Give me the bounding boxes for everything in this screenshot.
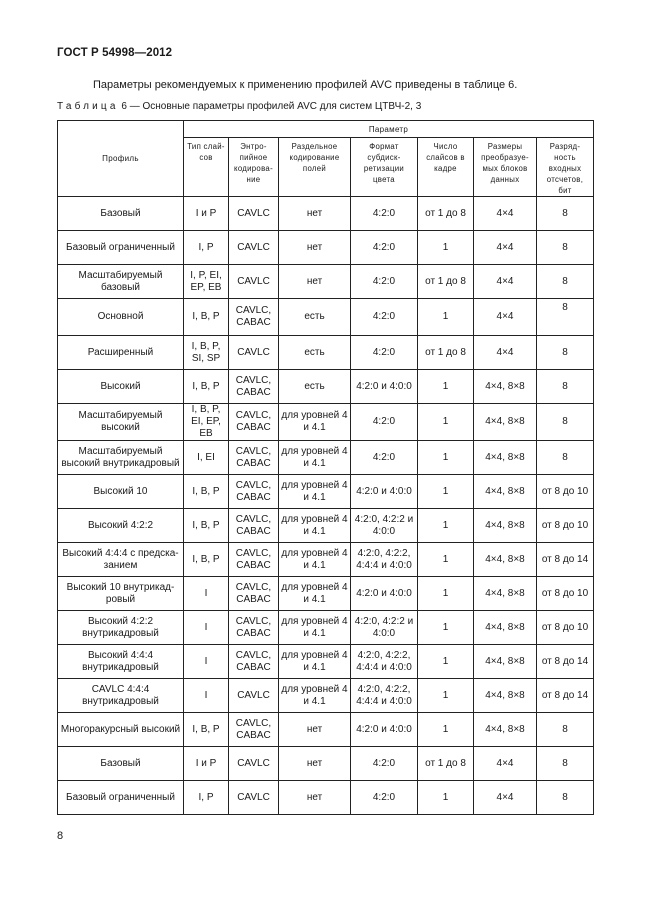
slice-type-cell: I, B, P [184,370,229,404]
field-coding-cell: для уровней 4 и 4.1 [279,404,351,441]
entropy-coding-cell: CAVLC [229,197,279,231]
slices-cell: 1 [418,441,474,475]
bit-depth-cell: 8 [537,747,594,781]
profile-cell: CAVLC 4:4:4 внутрикадровый [58,679,184,713]
table-row [58,679,594,713]
slice-type-cell: I и P [184,197,229,231]
column-header-entropy-coding: Энтро-пийное кодирова-ние [229,138,279,197]
slice-type-cell: I, B, P, EI, EP, EB [184,404,229,441]
chroma-format-cell: 4:2:0 [351,336,418,370]
slices-cell: 1 [418,370,474,404]
chroma-format-cell: 4:2:0, 4:2:2 и 4:0:0 [351,509,418,543]
transform-size-cell: 4×4, 8×8 [474,645,537,679]
slices-cell: 1 [418,781,474,815]
entropy-coding-cell: CAVLC, CABAC [229,543,279,577]
field-coding-cell: нет [279,197,351,231]
field-coding-cell: есть [279,370,351,404]
bit-depth-cell: от 8 до 10 [537,475,594,509]
bit-depth-cell: от 8 до 10 [537,611,594,645]
bit-depth-cell: от 8 до 14 [537,645,594,679]
entropy-coding-cell: CAVLC [229,679,279,713]
chroma-format-cell: 4:2:0 [351,299,418,336]
slices-cell: 1 [418,475,474,509]
table-row [58,231,594,265]
chroma-format-cell: 4:2:0 [351,231,418,265]
slices-cell: 1 [418,645,474,679]
table-row [58,747,594,781]
slice-type-cell: I [184,645,229,679]
profile-cell: Базовый [58,197,184,231]
field-coding-cell: для уровней 4 и 4.1 [279,543,351,577]
profile-cell: Базовый [58,747,184,781]
entropy-coding-cell: CAVLC, CABAC [229,404,279,441]
entropy-coding-cell: CAVLC, CABAC [229,370,279,404]
field-coding-cell: для уровней 4 и 4.1 [279,645,351,679]
caption-number: 6 [121,101,127,112]
slices-cell: 1 [418,231,474,265]
bit-depth-cell: 8 [537,336,594,370]
entropy-coding-cell: CAVLC [229,747,279,781]
transform-size-cell: 4×4, 8×8 [474,611,537,645]
entropy-coding-cell: CAVLC, CABAC [229,611,279,645]
profile-cell: Высокий 10 внутрикад-ровый [58,577,184,611]
column-header-field-coding: Раздельное кодирование полей [279,138,351,197]
document-header: ГОСТ Р 54998—2012 [57,47,173,59]
entropy-coding-cell: CAVLC, CABAC [229,475,279,509]
chroma-format-cell: 4:2:0 и 4:0:0 [351,713,418,747]
entropy-coding-cell: CAVLC [229,336,279,370]
transform-size-cell: 4×4, 8×8 [474,509,537,543]
profile-cell: Расширенный [58,336,184,370]
slices-cell: от 1 до 8 [418,747,474,781]
slice-type-cell: I, P, EI, EP, EB [184,265,229,299]
slice-type-cell: I, B, P, SI, SP [184,336,229,370]
slice-type-cell: I [184,679,229,713]
table-row [58,370,594,404]
column-header-chroma-format: Формат субдиск-ретизации цвета [351,138,418,197]
transform-size-cell: 4×4, 8×8 [474,713,537,747]
chroma-format-cell: 4:2:0, 4:2:2, 4:4:4 и 4:0:0 [351,543,418,577]
chroma-format-cell: 4:2:0 и 4:0:0 [351,370,418,404]
bit-depth-cell: 8 [537,231,594,265]
entropy-coding-cell: CAVLC, CABAC [229,645,279,679]
chroma-format-cell: 4:2:0 [351,747,418,781]
chroma-format-cell: 4:2:0, 4:2:2, 4:4:4 и 4:0:0 [351,679,418,713]
entropy-coding-cell: CAVLC, CABAC [229,509,279,543]
field-coding-cell: для уровней 4 и 4.1 [279,679,351,713]
chroma-format-cell: 4:2:0 [351,265,418,299]
profile-cell: Основной [58,299,184,336]
parameter-group-header: Параметр [184,121,594,138]
transform-size-cell: 4×4 [474,197,537,231]
table-row [58,475,594,509]
profile-cell: Высокий [58,370,184,404]
entropy-coding-cell: CAVLC [229,231,279,265]
profile-cell: Многоракурсный высокий [58,713,184,747]
table-row [58,781,594,815]
profile-cell: Высокий 4:4:4 с предска-занием [58,543,184,577]
column-header-bit-depth: Разряд-ность входных отсчетов, бит [537,138,594,197]
field-coding-cell: нет [279,713,351,747]
bit-depth-cell: 8 [537,404,594,441]
chroma-format-cell: 4:2:0, 4:2:2, 4:4:4 и 4:0:0 [351,645,418,679]
entropy-coding-cell: CAVLC [229,265,279,299]
table-row [58,197,594,231]
slices-cell: 1 [418,509,474,543]
field-coding-cell: нет [279,265,351,299]
slices-cell: 1 [418,577,474,611]
profile-cell: Базовый ограниченный [58,781,184,815]
field-coding-cell: для уровней 4 и 4.1 [279,441,351,475]
profile-cell: Масштабируемый высокий [58,404,184,441]
field-coding-cell: нет [279,781,351,815]
transform-size-cell: 4×4, 8×8 [474,475,537,509]
field-coding-cell: есть [279,336,351,370]
table-row [58,404,594,441]
slice-type-cell: I [184,611,229,645]
table-row [58,713,594,747]
chroma-format-cell: 4:2:0 и 4:0:0 [351,475,418,509]
profile-cell: Высокий 10 [58,475,184,509]
intro-paragraph: Параметры рекомендуемых к применению профилей AVC приведены в таблице 6. [93,79,518,91]
caption-text: — Основные параметры профилей AVC для систем ЦТВЧ-2, 3 [126,101,422,112]
slices-cell: 1 [418,713,474,747]
transform-size-cell: 4×4 [474,299,537,336]
transform-size-cell: 4×4 [474,231,537,265]
table-row [58,299,594,336]
profile-column-header: Профиль [58,121,184,197]
table-caption [57,101,421,112]
slices-cell: 1 [418,543,474,577]
slices-cell: от 1 до 8 [418,336,474,370]
bit-depth-cell: 8 [537,197,594,231]
slice-type-cell: I, P [184,231,229,265]
transform-size-cell: 4×4 [474,265,537,299]
bit-depth-cell: от 8 до 10 [537,509,594,543]
field-coding-cell: есть [279,299,351,336]
field-coding-cell: для уровней 4 и 4.1 [279,577,351,611]
chroma-format-cell: 4:2:0 и 4:0:0 [351,577,418,611]
transform-size-cell: 4×4, 8×8 [474,441,537,475]
slices-cell: от 1 до 8 [418,265,474,299]
field-coding-cell: для уровней 4 и 4.1 [279,509,351,543]
slice-type-cell: I, B, P [184,713,229,747]
page-number: 8 [57,830,64,842]
chroma-format-cell: 4:2:0 [351,781,418,815]
slice-type-cell: I, B, P [184,509,229,543]
entropy-coding-cell: CAVLC, CABAC [229,577,279,611]
table-row [58,509,594,543]
slices-cell: от 1 до 8 [418,197,474,231]
column-header-transform-size: Размеры преобразуе-мых блоков данных [474,138,537,197]
field-coding-cell: нет [279,747,351,781]
parameters-table [57,120,594,815]
table-row [58,611,594,645]
transform-size-cell: 4×4, 8×8 [474,370,537,404]
bit-depth-cell: от 8 до 10 [537,577,594,611]
field-coding-cell: для уровней 4 и 4.1 [279,475,351,509]
slice-type-cell: I и P [184,747,229,781]
chroma-format-cell: 4:2:0 [351,441,418,475]
chroma-format-cell: 4:2:0, 4:2:2 и 4:0:0 [351,611,418,645]
bit-depth-cell: 8 [537,370,594,404]
transform-size-cell: 4×4, 8×8 [474,543,537,577]
bit-depth-cell: от 8 до 14 [537,679,594,713]
bit-depth-cell: от 8 до 14 [537,543,594,577]
field-coding-cell: для уровней 4 и 4.1 [279,611,351,645]
table-body [58,197,594,815]
slice-type-cell: I [184,577,229,611]
entropy-coding-cell: CAVLC [229,781,279,815]
entropy-coding-cell: CAVLC, CABAC [229,441,279,475]
slice-type-cell: I, B, P [184,543,229,577]
entropy-coding-cell: CAVLC, CABAC [229,713,279,747]
slices-cell: 1 [418,611,474,645]
slices-cell: 1 [418,404,474,441]
table-row [58,441,594,475]
transform-size-cell: 4×4 [474,747,537,781]
slices-cell: 1 [418,299,474,336]
transform-size-cell: 4×4, 8×8 [474,404,537,441]
table-row [58,645,594,679]
caption-label: Таблица [57,101,119,112]
entropy-coding-cell: CAVLC, CABAC [229,299,279,336]
table-row [58,577,594,611]
transform-size-cell: 4×4, 8×8 [474,577,537,611]
profile-cell: Высокий 4:2:2 внутрикадровый [58,611,184,645]
profile-cell: Высокий 4:4:4 внутрикадровый [58,645,184,679]
slices-cell: 1 [418,679,474,713]
bit-depth-cell: 8 [537,265,594,299]
profile-cell: Базовый ограниченный [58,231,184,265]
bit-depth-cell: 8 [537,441,594,475]
bit-depth-cell: 8 [537,299,594,336]
table-row [58,265,594,299]
profile-cell: Масштабируемый базовый [58,265,184,299]
bit-depth-cell: 8 [537,781,594,815]
profile-cell: Высокий 4:2:2 [58,509,184,543]
chroma-format-cell: 4:2:0 [351,197,418,231]
slice-type-cell: I, B, P [184,299,229,336]
column-header-slices-per-frame: Число слайсов в кадре [418,138,474,197]
slice-type-cell: I, B, P [184,475,229,509]
transform-size-cell: 4×4 [474,336,537,370]
profile-cell: Масштабируемый высокий внутрикадровый [58,441,184,475]
slice-type-cell: I, P [184,781,229,815]
slice-type-cell: I, EI [184,441,229,475]
chroma-format-cell: 4:2:0 [351,404,418,441]
transform-size-cell: 4×4 [474,781,537,815]
table-row [58,336,594,370]
transform-size-cell: 4×4, 8×8 [474,679,537,713]
bit-depth-cell: 8 [537,713,594,747]
column-header-slice-type: Тип слай-сов [184,138,229,197]
field-coding-cell: нет [279,231,351,265]
table-row [58,543,594,577]
